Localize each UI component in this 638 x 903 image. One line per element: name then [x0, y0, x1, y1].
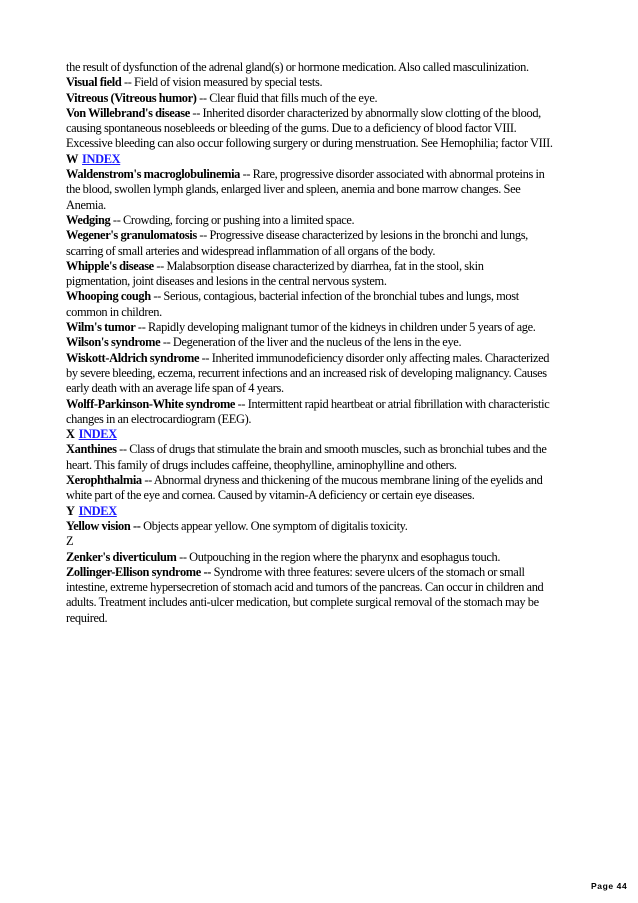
glossary-continuation	[66, 60, 578, 75]
section-letter: Y	[66, 503, 75, 518]
entry-term: Wilson's syndrome	[66, 335, 161, 350]
glossary-entry-von-willebrand-s-disease	[66, 106, 578, 152]
entry-line	[66, 442, 578, 457]
entry-line	[66, 611, 578, 626]
entry-line	[66, 136, 578, 151]
section-heading-x	[66, 427, 578, 442]
entry-term: Vitreous (Vitreous humor)	[66, 90, 197, 105]
glossary-entry-wedging	[66, 213, 578, 228]
entry-line	[66, 213, 578, 228]
entry-term: Xerophthalmia	[66, 473, 142, 488]
glossary-entry-wolff-parkinson-white-syndrome	[66, 397, 578, 428]
entry-term: Zollinger-Ellison syndrome --	[66, 564, 212, 579]
entry-line	[66, 91, 578, 106]
entry-line	[66, 75, 578, 90]
entry-line	[66, 595, 578, 610]
glossary-entry-xanthines	[66, 442, 578, 473]
entry-line	[66, 565, 578, 580]
entry-line	[66, 351, 578, 366]
entry-text: -- Outpouching in the region where the pharynx and esophagus touch.	[176, 549, 501, 564]
entry-line	[66, 289, 578, 304]
entry-text: pigmentation, joint diseases and lesions in the central nervous system.	[66, 274, 387, 289]
entry-line	[66, 366, 578, 381]
glossary-entry-waldenstrom-s-macroglobulinemia	[66, 167, 578, 213]
page-number: Page 44	[591, 881, 628, 891]
entry-text: -- Crowding, forcing or pushing into a limited space.	[110, 212, 355, 227]
entry-line	[66, 381, 578, 396]
entry-line	[66, 397, 578, 412]
glossary-entry-wiskott-aldrich-syndrome	[66, 351, 578, 397]
entry-term: Wolff-Parkinson-White syndrome	[66, 396, 236, 411]
entry-text: causing spontaneous nosebleeds or bleeding of the gums. Due to a deficiency of blood factor VIII.	[66, 121, 517, 136]
entry-term: Yellow vision --	[66, 518, 141, 533]
entry-text: Anemia.	[66, 197, 106, 212]
entry-line	[66, 274, 578, 289]
glossary-entry-whooping-cough	[66, 289, 578, 320]
index-link[interactable]: INDEX	[78, 427, 117, 442]
entry-term: Wegener's granulomatosis	[66, 228, 197, 243]
entry-text: adults. Treatment includes anti-ulcer medication, but complete surgical removal of the stomach may be	[66, 595, 539, 610]
entry-text: Excessive bleeding can also occur following surgery or during menstruation. See Hemophilia; factor VIII.	[66, 136, 553, 151]
glossary-entry-visual-field	[66, 75, 578, 90]
glossary-entry-zenker-s-diverticulum	[66, 550, 578, 565]
entry-text: the result of dysfunction of the adrenal gland(s) or hormone medication. Also called masculinization.	[66, 60, 529, 74]
entry-line	[66, 473, 578, 488]
entry-text: common in children.	[66, 304, 162, 319]
entry-text: -- Clear fluid that fills much of the eye.	[196, 90, 378, 105]
entry-line	[66, 198, 578, 213]
entry-line	[66, 550, 578, 565]
entry-line	[66, 519, 578, 534]
glossary-entry-yellow-vision	[66, 519, 578, 534]
entry-line	[66, 121, 578, 136]
entry-term: Wiskott-Aldrich syndrome	[66, 350, 200, 365]
entry-text: -- Inherited immunodeficiency disorder only affecting males. Characterized	[199, 350, 550, 365]
entry-text: -- Intermittent rapid heartbeat or atrial fibrillation with characteristic	[235, 396, 550, 411]
entry-line	[66, 488, 578, 503]
entry-text: required.	[66, 610, 108, 625]
glossary-entry-wegener-s-granulomatosis	[66, 228, 578, 259]
entry-term: Waldenstrom's macroglobulinemia	[66, 167, 241, 182]
entry-text: by severe bleeding, eczema, recurrent infections and an increased risk of developing malignancy. Causes	[66, 365, 547, 380]
entry-term: Visual field	[66, 75, 122, 90]
section-letter: Z	[66, 534, 74, 549]
entry-line	[66, 259, 578, 274]
index-link[interactable]: INDEX	[78, 503, 117, 518]
glossary-entry-whipple-s-disease	[66, 259, 578, 290]
entry-text: changes in an electrocardiogram (EEG).	[66, 411, 252, 426]
entry-text: -- Abnormal dryness and thickening of the mucous membrane lining of the eyelids and	[141, 473, 543, 488]
entry-line	[66, 458, 578, 473]
entry-text: Objects appear yellow. One symptom of digitalis toxicity.	[140, 518, 408, 533]
entry-text: the blood, swollen lymph glands, enlarged liver and spleen, anemia and bone marrow changes. See	[66, 182, 521, 197]
entry-text: -- Class of drugs that stimulate the brain and smooth muscles, such as bronchial tubes and the	[116, 442, 547, 457]
glossary-entry-xerophthalmia	[66, 473, 578, 504]
entry-term: Wedging	[66, 212, 111, 227]
entry-line	[66, 335, 578, 350]
entry-text: heart. This family of drugs includes caffeine, theophylline, aminophylline and others.	[66, 457, 457, 472]
entry-line	[66, 244, 578, 259]
entry-line	[66, 228, 578, 243]
section-heading-w	[66, 152, 578, 167]
glossary-entry-wilson-s-syndrome	[66, 335, 578, 350]
glossary-content	[66, 60, 578, 626]
entry-text: white part of the eye and cornea. Caused by vitamin-A deficiency or certain eye diseases.	[66, 488, 475, 503]
entry-term: Zenker's diverticulum	[66, 549, 177, 564]
index-link[interactable]: INDEX	[82, 151, 121, 166]
entry-text: -- Serious, contagious, bacterial infection of the bronchial tubes and lungs, most	[150, 289, 519, 304]
entry-text: -- Degeneration of the liver and the nucleus of the lens in the eye.	[160, 335, 462, 350]
entry-line	[66, 412, 578, 427]
entry-term: Whipple's disease	[66, 258, 154, 273]
entry-line	[66, 182, 578, 197]
entry-term: Xanthines	[66, 442, 117, 457]
entry-text: intestine, extreme hypersecretion of stomach acid and tumors of the pancreas. Can occur in children and	[66, 580, 544, 595]
section-letter: W	[66, 151, 79, 166]
glossary-entry-vitreous-vitreous-humor	[66, 91, 578, 106]
entry-text: -- Malabsorption disease characterized by diarrhea, fat in the stool, skin	[153, 258, 484, 273]
entry-text: -- Inherited disorder characterized by abnormally slow clotting of the blood,	[189, 105, 541, 120]
glossary-entry-zollinger-ellison-syndrome	[66, 565, 578, 626]
glossary-entry-wilm-s-tumor	[66, 320, 578, 335]
entry-line	[66, 60, 578, 75]
entry-line	[66, 580, 578, 595]
entry-text: early death with an average life span of 4 years.	[66, 381, 284, 396]
entry-line	[66, 167, 578, 182]
entry-text: scarring of small arteries and widespread inflammation of all organs of the body.	[66, 243, 436, 258]
entry-term: Von Willebrand's disease	[66, 105, 190, 120]
entry-text: -- Rapidly developing malignant tumor of the kidneys in children under 5 years of age.	[135, 320, 536, 335]
entry-term: Whooping cough	[66, 289, 151, 304]
section-letter: X	[66, 427, 75, 442]
entry-text: -- Field of vision measured by special tests.	[121, 75, 323, 90]
entry-line	[66, 106, 578, 121]
entry-line	[66, 305, 578, 320]
section-heading-z	[66, 534, 578, 549]
entry-text: -- Rare, progressive disorder associated with abnormal proteins in	[240, 167, 545, 182]
entry-text: Syndrome with three features: severe ulcers of the stomach or small	[211, 564, 525, 579]
entry-term: Wilm's tumor	[66, 320, 136, 335]
entry-line	[66, 320, 578, 335]
section-heading-y	[66, 504, 578, 519]
entry-text: -- Progressive disease characterized by lesions in the bronchi and lungs,	[196, 228, 528, 243]
